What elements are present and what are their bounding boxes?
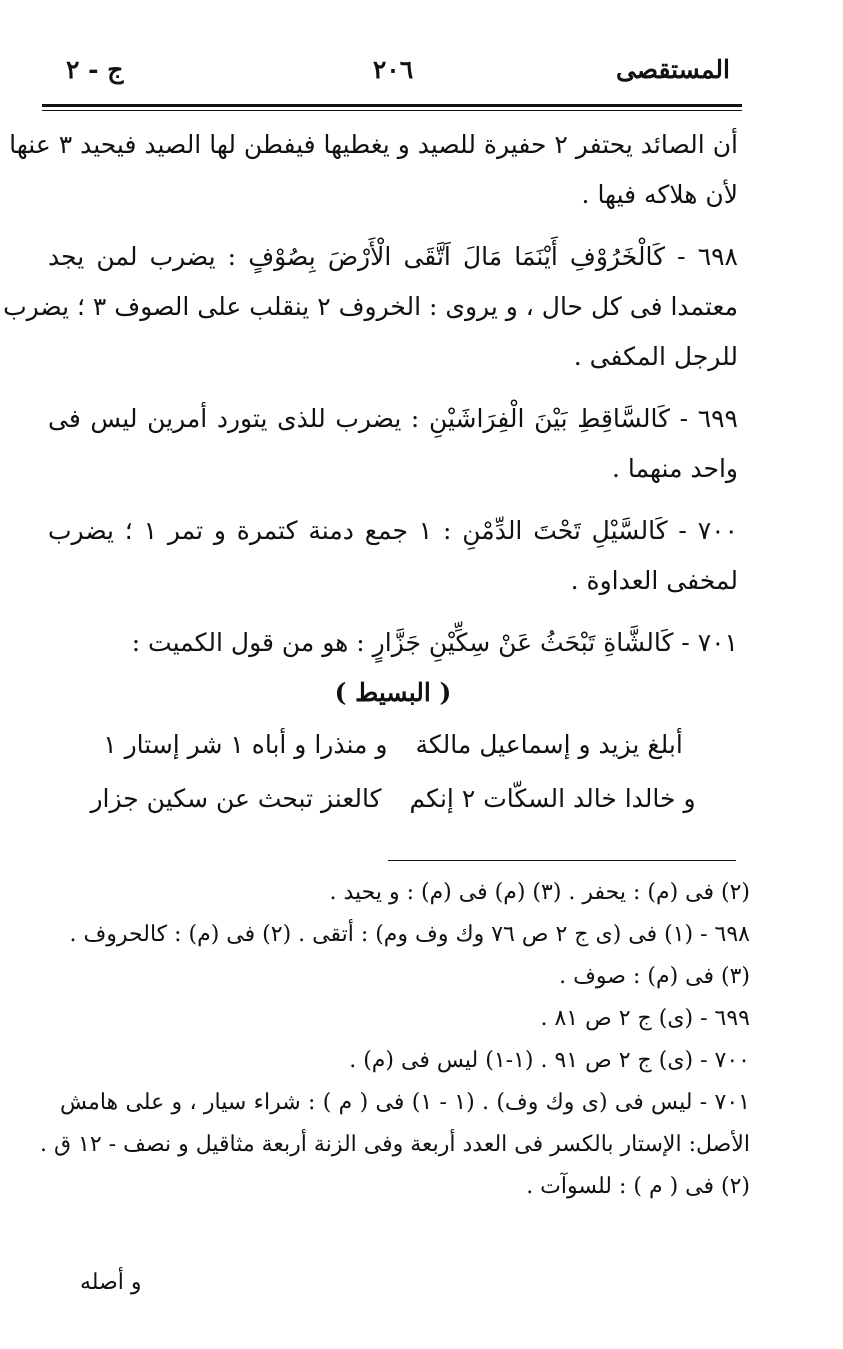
header-rule-thick <box>42 104 742 107</box>
text-line: لمخفى العداوة . <box>570 566 738 595</box>
text-line: معتمدا فى كل حال ، و يروى : الخروف ٢ ينقلب على الصوف ٣ ؛ يضرب <box>3 292 738 321</box>
verse-second-hemistich: كالعنز تبحث عن سكين جزار <box>90 784 382 813</box>
verse-second-hemistich: و منذرا و أباه ١ شر إستار ١ <box>103 730 388 759</box>
footnote-line: (٢) فى (م) : يحفر . (٣) (م) فى (م) : و يحيد . <box>329 880 750 905</box>
verse-first-hemistich: أبلغ يزيد و إسماعيل مالكة <box>415 730 683 759</box>
header-rule-thin <box>42 110 742 111</box>
running-header <box>48 55 738 95</box>
paragraph-gap <box>48 494 738 506</box>
text-line: لأن هلاكه فيها . <box>581 180 738 209</box>
book-title: المستقصى <box>615 55 730 84</box>
verse-line <box>48 718 738 772</box>
footnote-line: ٦٩٩ - (ى) ج ٢ ص ٨١ . <box>540 1006 750 1031</box>
footnote-line: ٧٠١ - ليس فى (ى وك وف) . (١ - ١) فى ( م ) : شراء سيار ، و على هامش <box>60 1090 750 1115</box>
footnote-line: ٧٠٠ - (ى) ج ٢ ص ٩١ . (١-١) ليس فى (م) . <box>349 1048 750 1073</box>
entry-701-line: ٧٠١ - كَالشَّاةِ تَبْحَثُ عَنْ سِكِّيْنِ جَزَّارٍ : هو من قول الكميت : <box>131 628 738 657</box>
volume-label: ج - ٢ <box>66 55 124 84</box>
text-line: واحد منهما . <box>612 454 738 483</box>
verse-first-hemistich: و خالدا خالد السكّات ٢ إنكم <box>409 784 696 813</box>
catchword: و أصله <box>80 1270 142 1295</box>
footnote-line: الأصل: الإستار بالكسر فى العدد أربعة وفى الزنة أربعة مثاقيل و نصف - ١٢ ق . <box>39 1132 750 1157</box>
paragraph-gap <box>48 382 738 394</box>
entry-698-line: ٦٩٨ - كَالْخَرُوْفِ أَيْنَمَا مَالَ اَتَّقَى الْأَرْضَ بِصُوْفٍ : يضرب لمن يجد <box>48 242 738 271</box>
text-line: أن الصائد يحتفر ٢ حفيرة للصيد و يغطيها فيفطن لها الصيد فيحيد ٣ عنها <box>9 130 738 159</box>
footnote-rule <box>388 860 736 861</box>
entry-700-line: ٧٠٠ - كَالسَّيْلِ تَحْتَ الدِّمْنِ : ١ جمع دمنة كتمرة و تمر ١ ؛ يضرب <box>48 516 738 545</box>
text-line: للرجل المكفى . <box>573 342 738 371</box>
entry-699-line: ٦٩٩ - كَالسَّاقِطِ بَيْنَ الْفِرَاشَيْنِ : يضرب للذى يتورد أمرين ليس فى <box>48 404 738 433</box>
verse-line <box>48 772 738 826</box>
main-text <box>3 120 738 826</box>
footnotes <box>39 872 750 1208</box>
paragraph-gap <box>48 220 738 232</box>
page-number: ٢٠٦ <box>372 55 414 84</box>
verse-meter: ( البسيط ) <box>334 678 452 707</box>
footnote-line: (٢) فى ( م ) : للسوآت . <box>526 1174 750 1199</box>
footnote-line: ٦٩٨ - (١) فى (ى ج ٢ ص ٧٦ وك وف وم) : أتقى . (٢) فى (م) : كالحروف . <box>69 922 750 947</box>
footnote-line: (٣) فى (م) : صوف . <box>559 964 750 989</box>
paragraph-gap <box>48 606 738 618</box>
